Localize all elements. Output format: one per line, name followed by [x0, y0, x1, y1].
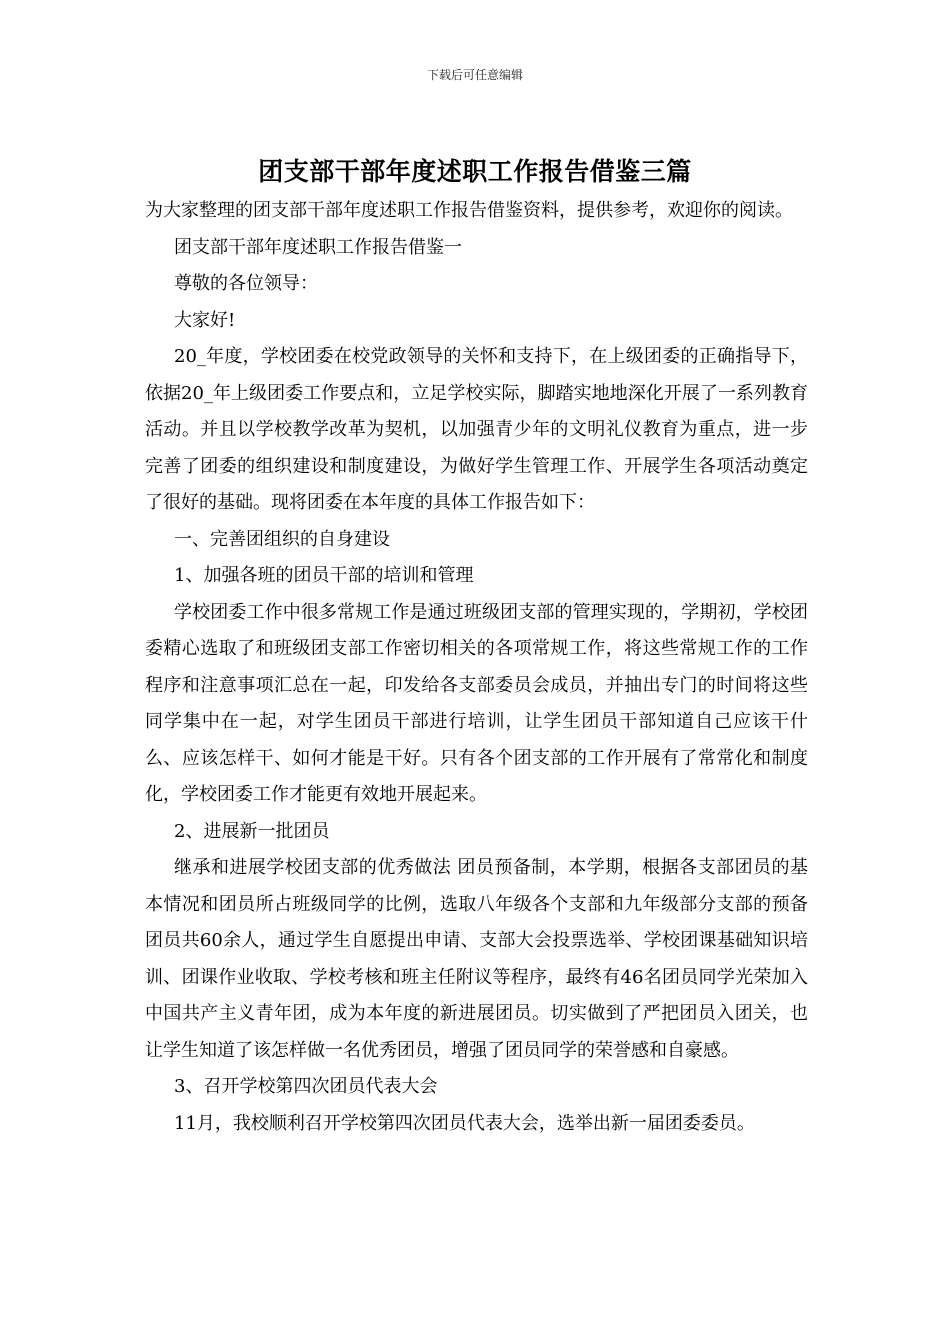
header-note: 下载后可任意编辑	[426, 68, 523, 82]
subsection-heading: 2、进展新一批团员	[174, 820, 330, 842]
document-body	[145, 193, 808, 1142]
body-paragraph: 学校团委工作中很多常规工作是通过班级团支部的管理实现的，学期初，学校团委精心选取了和班级团支部工作密切相关的各项常规工作，将这些常规工作的工作程序和注意事项汇总在一起，印发给各支部委员会成员，并抽出专门的时间将这些同学集中在一起，对学生团员干部进行培训，让学生团员干部知道自己应该干什么、应该怎样干、如何才能是干好。只有各个团支部的工作开展有了常常化和制度化，学校团委工作才能更有效地开展起来。	[145, 601, 808, 805]
salutation: 尊敬的各位领导：	[174, 273, 318, 294]
section-heading: 一、完善团组织的自身建设	[174, 528, 390, 550]
subsection-heading: 1、加强各班的团员干部的培训和管理	[174, 565, 474, 586]
greeting: 大家好!	[174, 309, 236, 331]
document-title: 团支部干部年度述职工作报告借鉴三篇	[258, 157, 692, 186]
body-paragraph: 20_年度，学校团委在校党政领导的关怀和支持下，在上级团委的正确指导下，依据20_年上级团委工作要点和，立足学校实际，脚踏实地地深化开展了一系列教育活动。并且以学校教学改革为契机，以加强青少年的文明礼仪教育为重点，进一步完善了团委的组织建设和制度建设，为做好学生管理工作、开展学生各项活动奠定了很好的基础。现将团委在本年度的具体工作报告如下：	[145, 346, 808, 513]
body-paragraph: 继承和进展学校团支部的优秀做法 团员预备制，本学期，根据各支部团员的基本情况和团员所占班级同学的比例，选取八年级各个支部和九年级部分支部的预备团员共60余人，通过学生自愿提出申请、支部大会投票选举、学校团课基础知识培训、团课作业收取、学校考核和班主任附议等程序，最终有46名团员同学光荣加入中国共产主义青年团，成为本年度的新进展团员。切实做到了严把团员入团关，也让学生知道了该怎样做一名优秀团员，增强了团员同学的荣誉感和自豪感。	[145, 857, 808, 1061]
section-heading: 团支部干部年度述职工作报告借鉴一	[174, 236, 462, 258]
intro-paragraph: 为大家整理的团支部干部年度述职工作报告借鉴资料，提供参考，欢迎你的阅读。	[145, 200, 793, 221]
body-paragraph: 11月，我校顺利召开学校第四次团员代表大会，选举出新一届团委委员。	[174, 1112, 755, 1134]
subsection-heading: 3、召开学校第四次团员代表大会	[174, 1076, 438, 1097]
